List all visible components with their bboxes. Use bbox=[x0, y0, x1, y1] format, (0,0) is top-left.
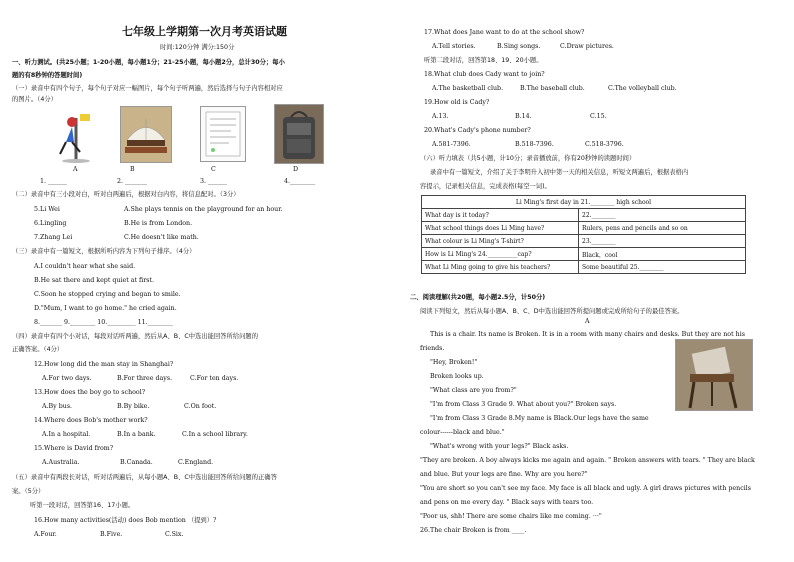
table-cell[interactable]: 22.________ bbox=[579, 209, 746, 222]
q15-option-b[interactable]: B.Canada. bbox=[120, 459, 153, 466]
passage-line: and pens on me every day. " Black says with tears too. bbox=[420, 499, 594, 506]
table-cell[interactable]: How is Li Ming's 24.__________cap? bbox=[422, 248, 579, 261]
table-cell: What colour is Li Ming's T-shirt? bbox=[422, 235, 579, 248]
part5-instruction-cont: 案。（5分） bbox=[12, 488, 45, 495]
backpack-icon bbox=[275, 105, 323, 163]
q13-option-c[interactable]: C.On foot. bbox=[184, 403, 217, 410]
chair-icon bbox=[676, 340, 752, 410]
passage-line: Broken looks up. bbox=[430, 373, 484, 380]
question-26: 26.The chair Broken is from ____. bbox=[420, 527, 527, 534]
picture-label-d: D bbox=[293, 166, 299, 173]
match-right-c: C.He doesn't like math. bbox=[124, 234, 199, 241]
answer-blank-4[interactable]: 4.________ bbox=[284, 178, 316, 185]
books-icon bbox=[121, 107, 171, 162]
question-16: 16.How many activities(活动) does Bob mention （提到）? bbox=[34, 517, 217, 524]
match-left-7: 7.Zhang Lei bbox=[34, 234, 73, 241]
table-row bbox=[422, 235, 746, 248]
q19-option-a[interactable]: A.13. bbox=[432, 113, 449, 120]
picture-d bbox=[274, 104, 324, 164]
q20-option-a[interactable]: A.581-7396. bbox=[432, 141, 471, 148]
order-item-c: C.Soon he stopped crying and began to smile. bbox=[34, 291, 181, 298]
match-right-b: B.He is from London. bbox=[124, 220, 193, 227]
table-row bbox=[422, 261, 746, 274]
question-14: 14.Where does Bob's mother work? bbox=[34, 417, 148, 424]
q12-option-c[interactable]: C.For ten days. bbox=[190, 375, 239, 382]
order-item-b: B.He sat there and kept quiet at first. bbox=[34, 277, 154, 284]
question-20: 20.What's Cady's phone number? bbox=[424, 127, 531, 134]
order-blanks[interactable]: 8._______ 9.________ 10._________ 11.________ bbox=[34, 319, 173, 326]
q20-option-b[interactable]: B.518-7396. bbox=[515, 141, 554, 148]
match-right-a: A.She plays tennis on the playground for an hour. bbox=[124, 206, 283, 213]
q16-option-a[interactable]: A.Four. bbox=[34, 531, 57, 538]
q19-option-c[interactable]: C.15. bbox=[590, 113, 607, 120]
listening-fill-table bbox=[421, 195, 746, 274]
passage-line: This is a chair. Its name is Broken. It is in a room with many chairs and desks. But they are not his bbox=[430, 331, 745, 338]
q15-option-a[interactable]: A.Australia. bbox=[42, 459, 80, 466]
part5-instruction: （五）录音中有两段长对话，听对话两遍后，从每小题A、B、C中选出能回答所给问题的正确答 bbox=[12, 474, 277, 481]
table-cell[interactable]: 23.________ bbox=[579, 235, 746, 248]
passage-line: friends. bbox=[420, 345, 445, 352]
passage-letter: A bbox=[585, 318, 590, 325]
left-column bbox=[12, 0, 392, 562]
q18-option-a[interactable]: A.The basketball club. bbox=[432, 85, 504, 92]
q17-option-b[interactable]: B.Sing songs. bbox=[497, 43, 541, 50]
order-item-a: A.I couldn't hear what she said. bbox=[34, 263, 136, 270]
question-15: 15.Where is David from? bbox=[34, 445, 114, 452]
part4-instruction: （四）录音中有四个小对话，每段对话听两遍，然后从A、B、C中选出能回答所给问题的 bbox=[12, 333, 259, 340]
q18-option-b[interactable]: B.The baseball club. bbox=[520, 85, 585, 92]
question-12: 12.How long did the man stay in Shanghai? bbox=[34, 361, 174, 368]
picture-c bbox=[200, 106, 246, 162]
q12-option-b[interactable]: B.For three days. bbox=[117, 375, 173, 382]
match-left-6: 6.Lingling bbox=[34, 220, 67, 227]
table-cell: Rulers, pens and pencils and so on bbox=[579, 222, 746, 235]
table-cell: What Li Ming going to give his teachers? bbox=[422, 261, 579, 274]
answer-blank-1[interactable]: 1. ______ bbox=[40, 178, 67, 185]
q13-option-b[interactable]: B.By bike. bbox=[117, 403, 150, 410]
passage-line: "I'm from Class 3 Grade 9. What about you?" Broken says. bbox=[430, 401, 617, 408]
passage-line: and blue. But your legs are fine. Why are you here?" bbox=[420, 471, 588, 478]
answer-blank-2[interactable]: 2. _______ bbox=[117, 178, 148, 185]
passage-line: "They are broken. A boy always kicks me again and again. " Broken answers with tears. " They are black bbox=[420, 457, 755, 464]
section1-header-cont: 题的有8秒钟的答题时间) bbox=[12, 72, 83, 79]
right-column bbox=[405, 0, 785, 562]
q13-option-a[interactable]: A.By bus. bbox=[42, 403, 73, 410]
q14-option-a[interactable]: A.In a hospital. bbox=[42, 431, 91, 438]
section2-header: 二、阅读理解(共20题，每小题2.5分，计50分) bbox=[410, 294, 546, 301]
part5-dialog1-note: 听第一段对话，回答第16、17小题。 bbox=[30, 502, 135, 509]
q16-option-c[interactable]: C.Six. bbox=[165, 531, 184, 538]
part6-description-cont: 容提示，记录相关信息，完成表格(每空一词)。 bbox=[420, 183, 551, 190]
question-17: 17.What does Jane want to do at the school show? bbox=[424, 29, 585, 36]
question-19: 19.How old is Cady? bbox=[424, 99, 490, 106]
table-row bbox=[422, 248, 746, 261]
q14-option-b[interactable]: B.In a bank. bbox=[117, 431, 156, 438]
q14-option-c[interactable]: C.In a school library. bbox=[182, 431, 248, 438]
picture-label-c: C bbox=[211, 166, 216, 173]
q18-option-c[interactable]: C.The volleyball club. bbox=[608, 85, 677, 92]
part1-instruction-cont: 的图片。（4分） bbox=[12, 96, 57, 103]
table-cell: What school things does Li Ming have? bbox=[422, 222, 579, 235]
part4-instruction-cont: 正确答案。（4分） bbox=[12, 346, 64, 353]
worksheet-icon bbox=[201, 107, 245, 161]
part1-instruction: （一）录音中有四个句子，每个句子对应一幅图片，每个句子听两遍，然后选择与句子内容相对应 bbox=[12, 85, 283, 92]
match-left-5: 5.Li Wei bbox=[34, 206, 60, 213]
section1-header: 一、听力测试。(共25小题；1-20小题，每小题1分；21-25小题，每小题2分，总计30分；每小 bbox=[12, 59, 285, 66]
table-title: Li Ming's first day in 21.________ high school bbox=[422, 196, 746, 209]
part6-description: 录音中有一篇短文，介绍了关于李明升入初中第一天的相关信息，听短文两遍后，根据表格内 bbox=[430, 169, 689, 176]
person-falling-icon bbox=[52, 108, 100, 163]
q17-option-a[interactable]: A.Tell stories. bbox=[432, 43, 476, 50]
answer-blank-3[interactable]: 3. ______ bbox=[200, 178, 227, 185]
picture-b bbox=[120, 106, 172, 163]
passage-line: "What class are you from?" bbox=[430, 387, 517, 394]
passage-line: "Hey, Broken!" bbox=[430, 359, 478, 366]
dialog2-note: 听第二段对话，回答第18、19、20小题。 bbox=[424, 57, 543, 64]
passage-line: colour------black and blue." bbox=[420, 429, 505, 436]
table-row bbox=[422, 209, 746, 222]
passage-line: "What's wrong with your legs?" Black asks. bbox=[430, 443, 569, 450]
q20-option-c[interactable]: C.518-3796. bbox=[585, 141, 624, 148]
table-cell[interactable]: Some beautiful 25.________ bbox=[579, 261, 746, 274]
question-13: 13.How does the boy go to school? bbox=[34, 389, 146, 396]
passage-line: "I'm from Class 3 Grade 8.My name is Black.Our legs have the same bbox=[430, 415, 649, 422]
order-item-d: D."Mum, I want to go home." he cried again. bbox=[34, 305, 177, 312]
table-row bbox=[422, 222, 746, 235]
part3-instruction: （三）录音中有一篇短文，根据所听内容为下列句子排序。（4分） bbox=[12, 248, 196, 255]
q19-option-b[interactable]: B.14. bbox=[515, 113, 532, 120]
chair-image bbox=[675, 339, 753, 411]
q16-option-b[interactable]: B.Five. bbox=[100, 531, 123, 538]
section2-intro: 阅读下列短文，然后从每小题A、B、C、D中选出能回答所提问题或完成所给句子的最佳答案。 bbox=[420, 308, 684, 315]
picture-label-a: A bbox=[73, 166, 78, 173]
q15-option-c[interactable]: C.England. bbox=[178, 459, 214, 466]
passage-line: "Poor us, shh! There are some chairs like me coming. ···" bbox=[420, 513, 602, 520]
picture-a bbox=[52, 108, 100, 163]
table-cell: What day is it today? bbox=[422, 209, 579, 222]
table-cell: Black，cool bbox=[579, 248, 746, 261]
exam-meta: 时间:120分钟 满分:150分 bbox=[160, 44, 235, 51]
passage-line: "You are short so you can't see my face. My face is all black and ugly. A girl draws pictures with pencils bbox=[420, 485, 751, 492]
q17-option-c[interactable]: C.Draw pictures. bbox=[560, 43, 614, 50]
part2-instruction: （二）录音中有三小段对白，听对白两遍后，根据对白内容，将信息配对。（3分） bbox=[12, 191, 240, 198]
part6-instruction: （六）听力填表（共5小题，计10分；录音播放前，你有20秒钟的读题时间） bbox=[420, 155, 636, 162]
question-18: 18.What club does Cady want to join? bbox=[424, 71, 545, 78]
q12-option-a[interactable]: A.For two days. bbox=[42, 375, 92, 382]
picture-label-b: B bbox=[130, 166, 135, 173]
page-title: 七年级上学期第一次月考英语试题 bbox=[122, 25, 287, 38]
